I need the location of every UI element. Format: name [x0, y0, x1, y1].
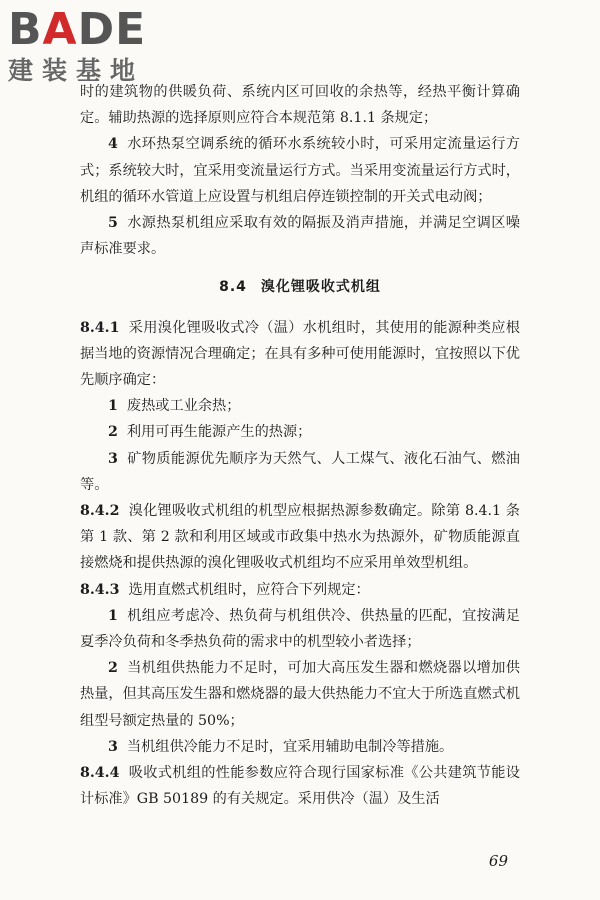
page-number: 69: [488, 852, 508, 870]
clause-8-4-1-item-2: 2 利用可再生能源产生的热源；: [108, 424, 312, 441]
clause-8-4-4: 8.4.4 吸收式机组的性能参数应符合现行国家标准《公共建筑节能设计标准》GB 50189 的有关规定。采用供冷（温）及生活: [80, 765, 520, 808]
document-body: [80, 79, 520, 812]
clause-8-4-2: 8.4.2 溴化锂吸收式机组的机型应根据热源参数确定。除第 8.4.1 条第 1 款、第 2 款和利用区域或市政集中热水为热源外，矿物质能源直接燃烧和提供热源的溴化锂吸收式机组均不应采用单效型机组。: [80, 503, 520, 572]
clause-8-4-1-item-3: 3 矿物质能源优先顺序为天然气、人工煤气、液化石油气、燃油等。: [80, 450, 520, 493]
clause-8-4-3-item-2: 2 当机组供热能力不足时，可加大高压发生器和燃烧器以增加供热量，但其高压发生器和燃烧器的最大供热能力不宜大于所选直燃式机组型号额定热量的 50%；: [80, 660, 520, 729]
list-item-5: 5 水源热泵机组应采取有效的隔振及消声措施，并满足空调区噪声标准要求。: [80, 215, 520, 258]
clause-8-4-3-item-3: 3 当机组供冷能力不足时，宜采用辅助电制冷等措施。: [108, 738, 454, 755]
clause-8-4-1: 8.4.1 采用溴化锂吸收式冷（温）水机组时，其使用的能源种类应根据当地的资源情况合理确定；在具有多种可使用能源时，宜按照以下优先顺序确定：: [80, 319, 520, 389]
logo-chinese: 建装基地: [8, 56, 145, 85]
clause-8-4-3-item-1: 1 机组应考虑冷、热负荷与机组供冷、供热量的匹配，宜按满足夏季冷负荷和冬季热负荷的需求中的机型较小者选择；: [80, 607, 520, 651]
logo-wordmark: BADE: [8, 4, 147, 55]
paragraph-continuation: 时的建筑物的供暖负荷、系统内区可回收的余热等，经热平衡计算确定。辅助热源的选择原则应符合本规范第 8.1.1 条规定；: [80, 84, 520, 127]
section-heading: 8.4 溴化锂吸收式机组: [219, 279, 381, 296]
clause-8-4-3: 8.4.3 选用直燃式机组时，应符合下列规定：: [80, 581, 370, 598]
list-item-4: 4 水环热泵空调系统的循环水系统较小时，可采用定流量运行方式；系统较大时，宜采用变流量运行方式。当采用变流量运行方式时，机组的循环水管道上应设置与机组启停连锁控制的开关式电动阀；: [80, 136, 520, 205]
clause-8-4-1-item-1: 1 废热或工业余热；: [108, 398, 241, 415]
